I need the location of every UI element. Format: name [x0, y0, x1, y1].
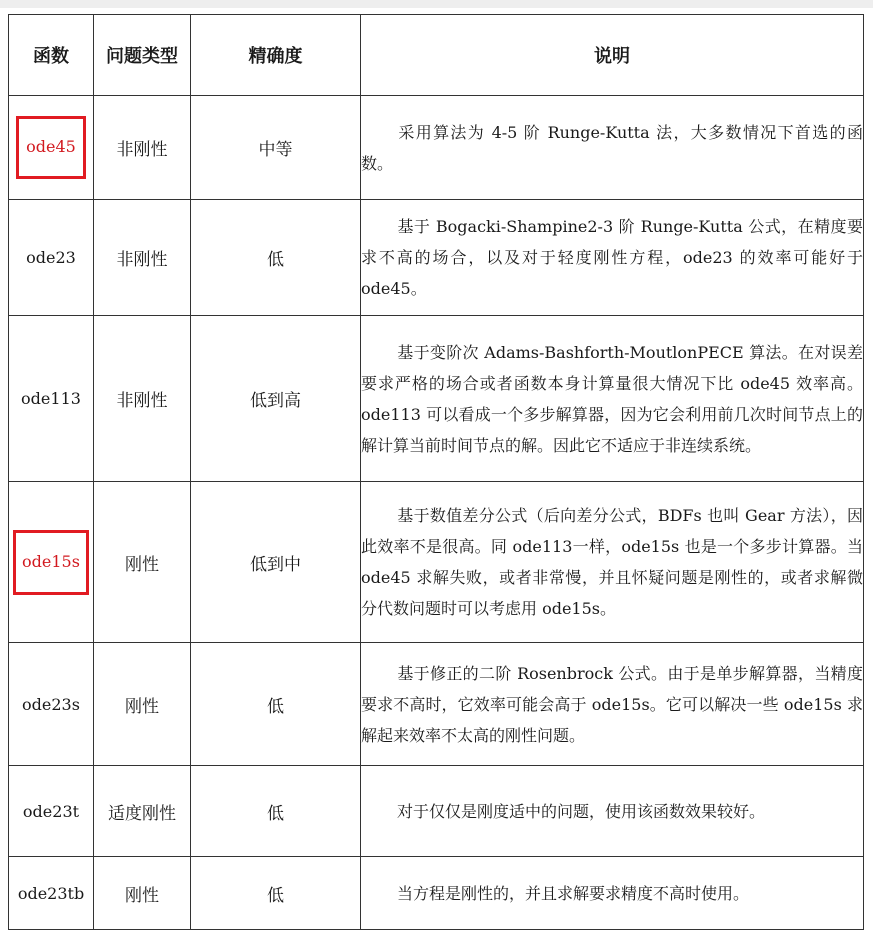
description-cell [361, 766, 864, 857]
table-row [9, 766, 864, 857]
description-cell [361, 482, 864, 643]
description-text: 基于变阶次 Adams-Bashforth-MoutlonPECE 算法。在对误差要求严格的场合或者函数本身计算量很大情况下比 ode45 效率高。ode113 可以看成一个多步解算器，因为它会利用前几次时间节点上的解计算当前时间节点的解。因此它不适应于非连续系统。 [361, 342, 863, 455]
type-cell: 刚性 [94, 857, 191, 930]
description-cell [361, 316, 864, 482]
table-row [9, 316, 864, 482]
header-description: 说明 [361, 15, 864, 96]
precision-cell: 中等 [191, 96, 361, 200]
precision-cell: 低 [191, 643, 361, 766]
description-text: 基于 Bogacki-Shampine2-3 阶 Runge-Kutta 公式，在精度要求不高的场合，以及对于轻度刚性方程，ode23 的效率可能好于 ode45。 [361, 217, 863, 298]
type-cell: 非刚性 [94, 96, 191, 200]
type-cell: 非刚性 [94, 200, 191, 316]
highlighted-function-name: ode45 [16, 116, 86, 179]
type-cell: 非刚性 [94, 316, 191, 482]
description-text: 采用算法为 4-5 阶 Runge-Kutta 法，大多数情况下首选的函数。 [361, 122, 863, 173]
table-row [9, 857, 864, 930]
header-function: 函数 [9, 15, 94, 96]
table-row [9, 482, 864, 643]
header-precision: 精确度 [191, 15, 361, 96]
function-cell: ode23tb [9, 857, 94, 930]
precision-cell: 低到高 [191, 316, 361, 482]
header-row [9, 15, 864, 96]
description-cell [361, 643, 864, 766]
precision-cell: 低 [191, 766, 361, 857]
type-cell: 适度刚性 [94, 766, 191, 857]
precision-cell: 低 [191, 857, 361, 930]
type-cell: 刚性 [94, 482, 191, 643]
description-text: 对于仅仅是刚度适中的问题，使用该函数效果较好。 [397, 801, 766, 821]
description-cell [361, 857, 864, 930]
table-row [9, 643, 864, 766]
precision-cell: 低 [191, 200, 361, 316]
precision-cell: 低到中 [191, 482, 361, 643]
description-text: 基于修正的二阶 Rosenbrock 公式。由于是单步解算器，当精度要求不高时，它效率可能会高于 ode15s。它可以解决一些 ode15s 求解起来效率不太高的刚性问题。 [361, 663, 863, 745]
type-cell: 刚性 [94, 643, 191, 766]
ode-solver-table [8, 14, 864, 930]
function-cell: ode113 [9, 316, 94, 482]
description-text: 当方程是刚性的，并且求解要求精度不高时使用。 [397, 883, 750, 903]
function-cell [9, 96, 94, 200]
description-text: 基于数值差分公式（后向差分公式，BDFs 也叫 Gear 方法），因此效率不是很高。同 ode113一样，ode15s 也是一个多步计算器。当 ode45 求解失败，或者非常慢，并且怀疑问题是刚性的，或者求解微分代数问题时可以考虑用 ode15s。 [361, 506, 863, 618]
description-cell [361, 200, 864, 316]
table-row [9, 200, 864, 316]
top-strip [0, 0, 873, 8]
header-type: 问题类型 [94, 15, 191, 96]
function-cell: ode23t [9, 766, 94, 857]
table-row [9, 96, 864, 200]
function-cell [9, 482, 94, 643]
function-cell: ode23s [9, 643, 94, 766]
highlighted-function-name: ode15s [13, 530, 89, 595]
function-cell: ode23 [9, 200, 94, 316]
description-cell [361, 96, 864, 200]
